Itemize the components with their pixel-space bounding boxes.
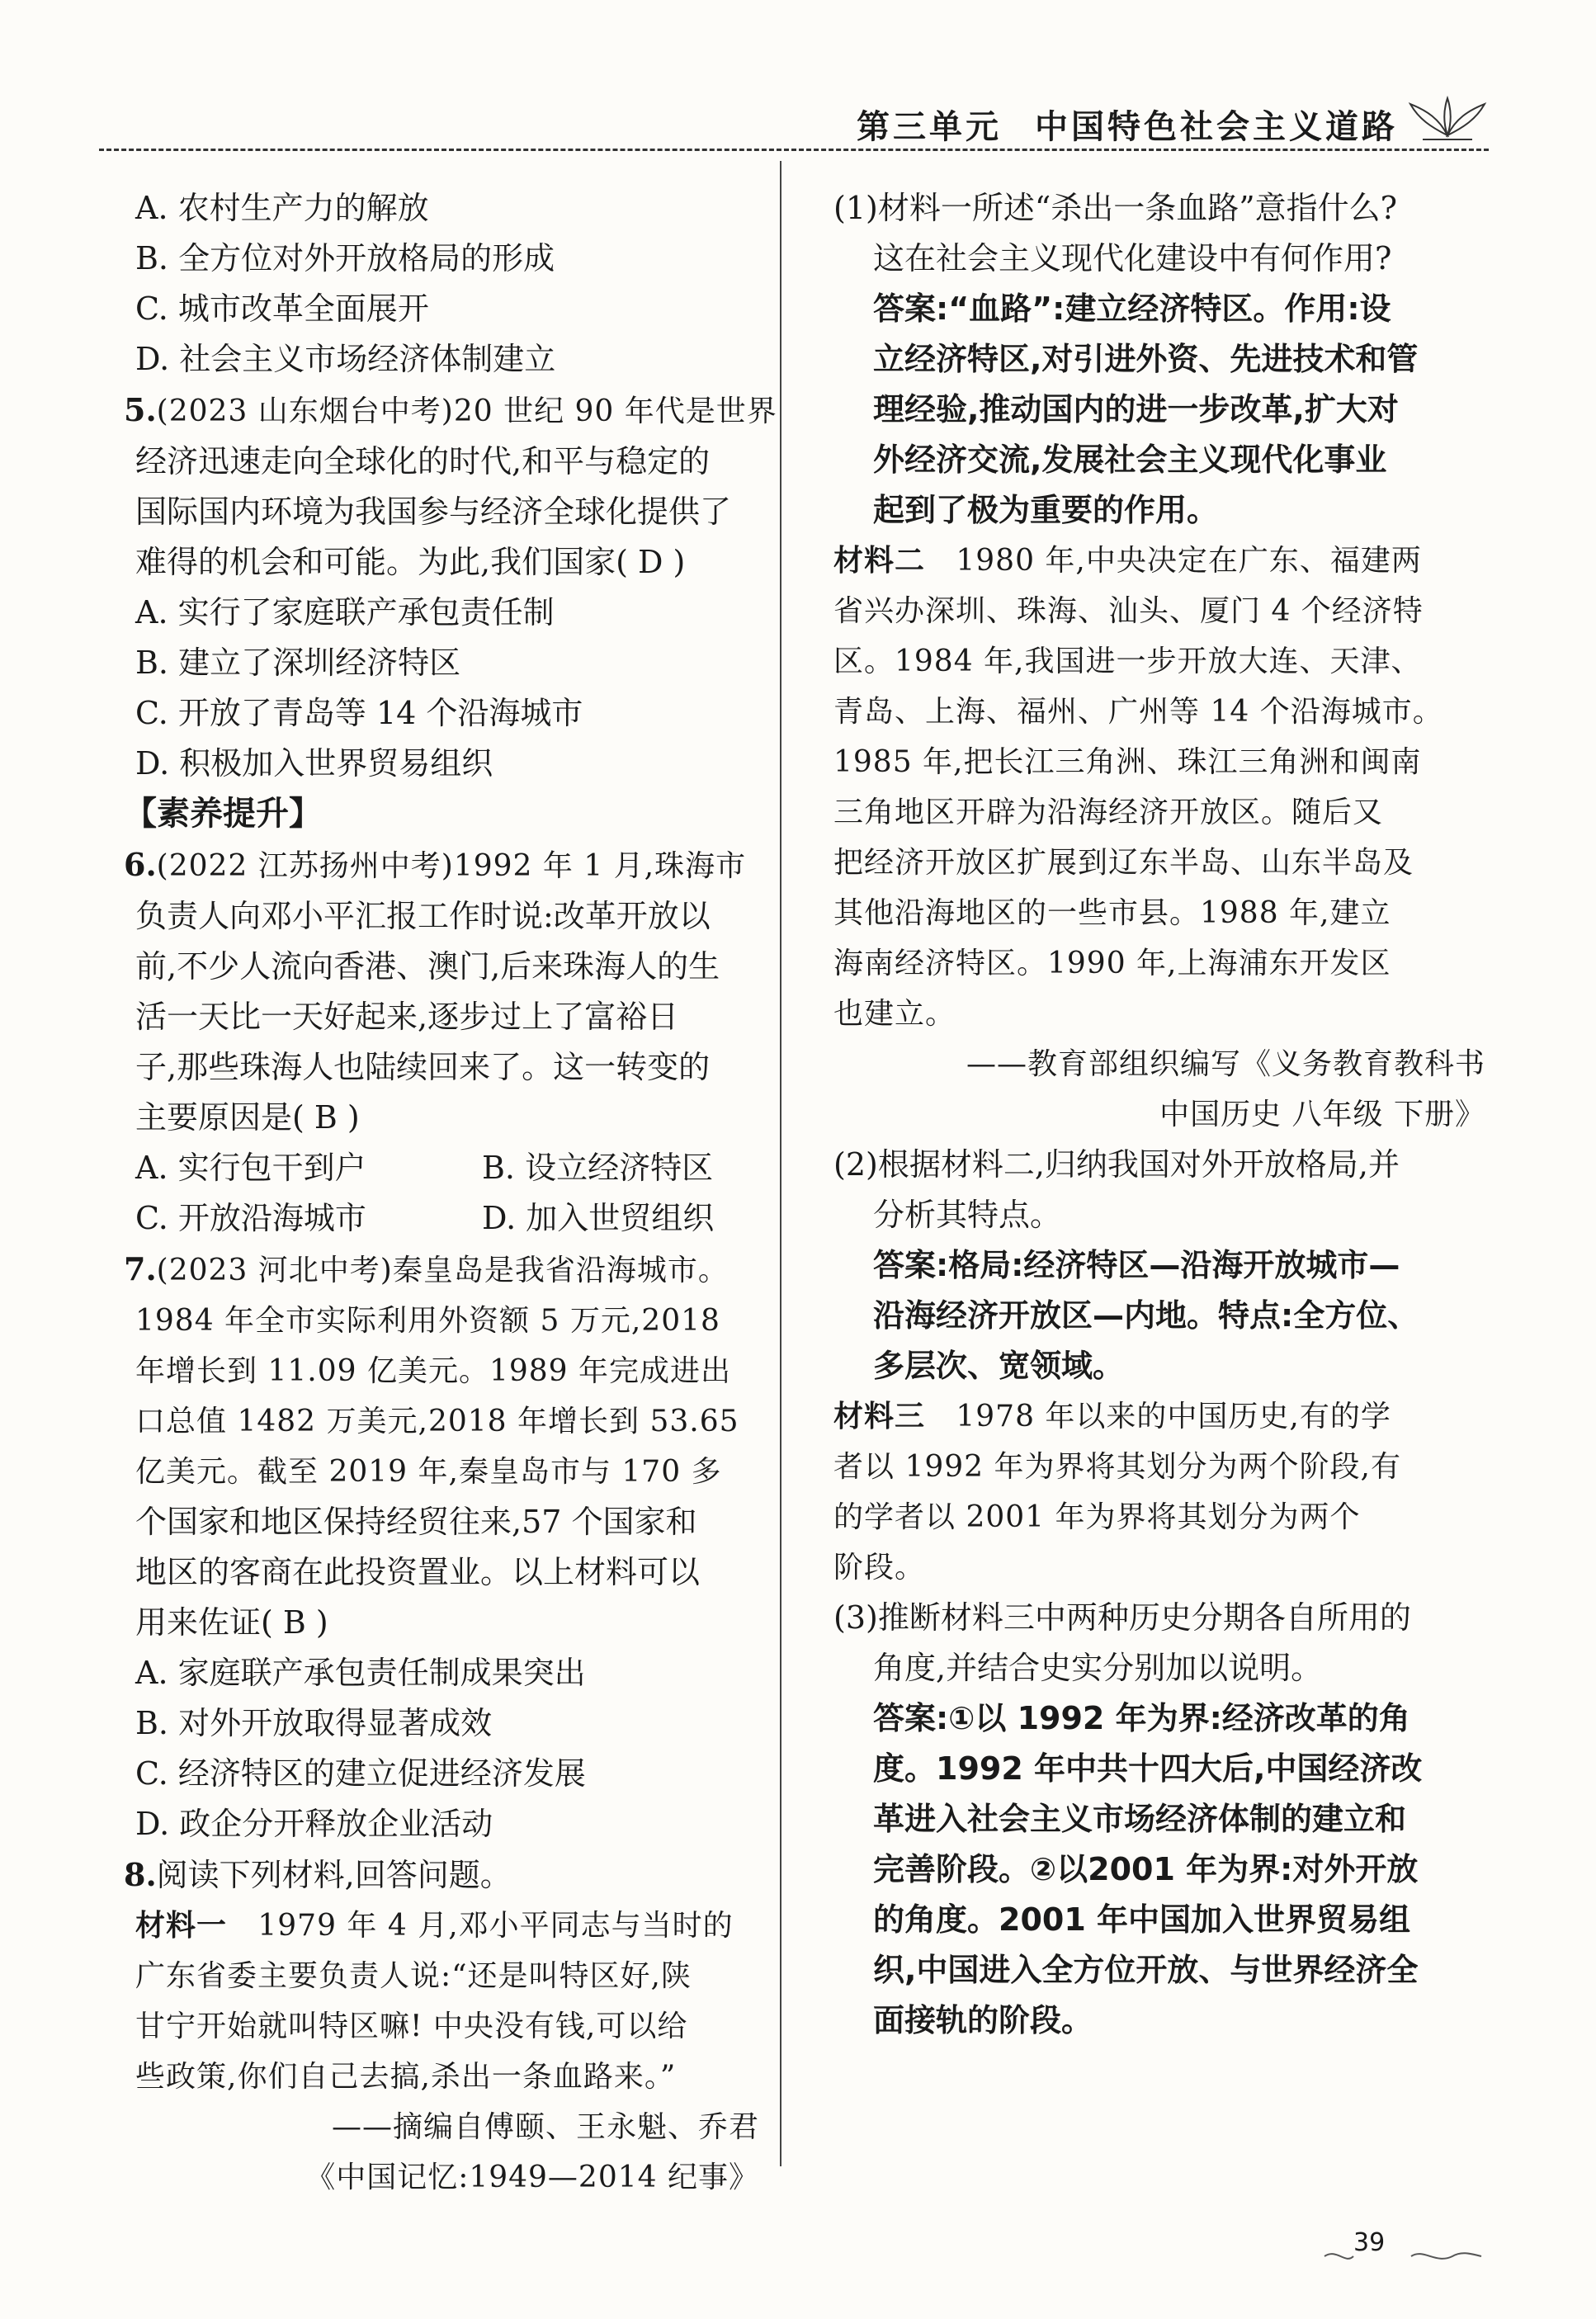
answer-2-line-1: 答案:格局:经济特区—沿海开放城市—: [873, 1247, 1400, 1283]
material-2-label: 材料二: [833, 543, 926, 578]
header-dashed-rule: [99, 149, 1489, 151]
q8-material-1-line-4: 些政策,你们自己去搞,杀出一条血路来。”: [135, 2060, 677, 2094]
material-1-label: 材料一: [135, 1908, 228, 1943]
sub2-line-2: 分析其特点。: [873, 1197, 1062, 1233]
answer-3-line-2: 度。1992 年中共十四大后,中国经济改: [873, 1750, 1423, 1787]
q5-option-c: C. 开放了青岛等 14 个沿海城市: [135, 695, 583, 731]
q4-option-c: C. 城市改革全面展开: [135, 290, 429, 327]
q7-line-4: 口总值 1482 万美元,2018 年增长到 53.65: [135, 1405, 739, 1438]
q8-material-1-line-3: 甘宁开始就叫特区嘛! 中央没有钱,可以给: [135, 2010, 688, 2043]
section-heading: 【素养提升】: [124, 795, 322, 833]
q5-line-4: 难得的机会和可能。为此,我们国家( D ): [135, 544, 686, 580]
material-3-line-2: 者以 1992 年为界将其划分为两个阶段,有: [833, 1450, 1401, 1484]
q6-line-2: 负责人向邓小平汇报工作时说:改革开放以: [135, 898, 711, 934]
q7-option-d: D. 政企分开释放企业活动: [135, 1806, 493, 1842]
sub3-line-2: 角度,并结合史实分别加以说明。: [873, 1650, 1323, 1686]
q7-line-2: 1984 年全市实际利用外资额 5 万元,2018: [135, 1304, 720, 1338]
q4-option-a: A. 农村生产力的解放: [135, 190, 429, 226]
material-3-label: 材料三: [833, 1399, 926, 1433]
material-2-source-2: 中国历史 八年级 下册》: [1159, 1098, 1485, 1131]
q7-line-5: 亿美元。截至 2019 年,秦皇岛市与 170 多: [135, 1455, 722, 1489]
q6-options-row-2: [124, 1193, 759, 1244]
q6-line-3: 前,不少人流向香港、澳门,后来珠海人的生: [135, 948, 720, 985]
q8-material-1-source-1: ——摘编自傅颐、王永魁、乔君: [331, 2110, 759, 2144]
material-2-line-2: 省兴办深圳、珠海、汕头、厦门 4 个经济特: [833, 594, 1424, 628]
q6-options-row-1: [124, 1143, 759, 1193]
answer-3-line-1: 答案:①以 1992 年为界:经济改革的角: [873, 1700, 1410, 1736]
q6-option-c: C. 开放沿海城市: [135, 1200, 366, 1236]
q5-line-1: 5.(2023 山东烟台中考)20 世纪 90 年代是世界: [124, 391, 777, 428]
answer-3-line-7: 面接轨的阶段。: [873, 2002, 1093, 2038]
q5-option-d: D. 积极加入世界贸易组织: [135, 745, 493, 782]
q7-line-3: 年增长到 11.09 亿美元。1989 年完成进出: [135, 1354, 732, 1388]
material-2-line-9: 海南经济特区。1990 年,上海浦东开发区: [833, 947, 1391, 980]
q8-number: 8.: [124, 1856, 157, 1893]
q7-number: 7.: [124, 1250, 157, 1287]
q7-line-7: 地区的客商在此投资置业。以上材料可以: [135, 1554, 701, 1590]
q5-number: 5.: [124, 391, 157, 428]
answer-1-line-1: 答案:“血路”:建立经济特区。作用:设: [873, 290, 1391, 327]
answer-1-line-4: 外经济交流,发展社会主义现代化事业: [873, 442, 1387, 478]
material-3-line-4: 阶段。: [833, 1551, 926, 1585]
material-2-line-3: 区。1984 年,我国进一步开放大连、天津、: [833, 645, 1422, 678]
header-title: [857, 101, 1398, 148]
q5-option-a: A. 实行了家庭联产承包责任制: [135, 594, 555, 631]
column-divider: [780, 161, 781, 2166]
left-column: [124, 183, 777, 2203]
q6-line-5: 子,那些珠海人也陆续回来了。这一转变的: [135, 1049, 711, 1085]
answer-1-line-3: 理经验,推动国内的进一步改革,扩大对: [873, 391, 1399, 427]
unit-title: 中国特色社会主义道路: [1035, 107, 1398, 146]
answer-1-line-5: 起到了极为重要的作用。: [873, 492, 1219, 528]
material-2-line-7: 把经济开放区扩展到辽东半岛、山东半岛及: [833, 846, 1414, 880]
leaf-ornament-icon: [1406, 94, 1489, 144]
material-3-line-3: 的学者以 2001 年为界将其划分为两个: [833, 1500, 1361, 1534]
q8-material-1-line-1: 材料一 1979 年 4 月,邓小平同志与当时的: [135, 1908, 734, 1943]
unit-label: 第三单元: [857, 107, 1002, 146]
q6-line-1: 6.(2022 江苏扬州中考)1992 年 1 月,珠海市: [124, 846, 747, 883]
q5-line-2: 经济迅速走向全球化的时代,和平与稳定的: [135, 443, 711, 479]
q7-line-6: 个国家和地区保持经贸往来,57 个国家和: [135, 1504, 697, 1540]
answer-3-line-5: 的角度。2001 年中国加入世界贸易组: [873, 1901, 1410, 1938]
answer-3-line-3: 革进入社会主义市场经济体制的建立和: [873, 1801, 1407, 1837]
q5-line-3: 国际国内环境为我国参与经济全球化提供了: [135, 494, 732, 530]
material-2-line-5: 1985 年,把长江三角洲、珠江三角洲和闽南: [833, 745, 1422, 779]
q7-option-b: B. 对外开放取得显著成效: [135, 1705, 493, 1741]
q7-option-a: A. 家庭联产承包责任制成果突出: [135, 1655, 586, 1691]
q6-number: 6.: [124, 846, 157, 883]
material-2-line-10: 也建立。: [833, 997, 956, 1031]
q8-material-1-source-2: 《中国记忆:1949—2014 纪事》: [305, 2161, 759, 2194]
right-column: [833, 183, 1485, 2046]
material-3-line-1: 材料三 1978 年以来的中国历史,有的学: [833, 1399, 1391, 1433]
material-2-line-4: 青岛、上海、福州、广州等 14 个沿海城市。: [833, 695, 1443, 729]
q6-line-4: 活一天比一天好起来,逐步过上了富裕日: [135, 999, 679, 1035]
page-header: [99, 89, 1489, 155]
page-number-ornament-icon: [1320, 2246, 1485, 2266]
q7-line-8: 用来佐证( B ): [135, 1604, 328, 1641]
material-2-line-1: 材料二 1980 年,中央决定在广东、福建两: [833, 543, 1422, 578]
q5-option-b: B. 建立了深圳经济特区: [135, 645, 461, 681]
q7-option-c: C. 经济特区的建立促进经济发展: [135, 1755, 586, 1792]
q8-material-1-line-2: 广东省委主要负责人说:“还是叫特区好,陕: [135, 1959, 692, 1993]
material-2-line-8: 其他沿海地区的一些市县。1988 年,建立: [833, 896, 1391, 930]
q4-option-b: B. 全方位对外开放格局的形成: [135, 240, 555, 276]
q6-option-b: B. 设立经济特区: [482, 1150, 714, 1186]
q7-line-1: 7.(2023 河北中考)秦皇岛是我省沿海城市。: [124, 1250, 729, 1287]
answer-3-line-6: 织,中国进入全方位开放、与世界经济全: [873, 1952, 1419, 1988]
material-2-source-1: ——教育部组织编写《义务教育教科书: [966, 1047, 1485, 1081]
sub3-line-1: (3)推断材料三中两种历史分期各自所用的: [833, 1599, 1411, 1636]
answer-3-line-4: 完善阶段。②以2001 年为界:对外开放: [873, 1851, 1419, 1887]
answer-1-line-2: 立经济特区,对引进外资、先进技术和管: [873, 341, 1419, 377]
sub1-line-1: (1)材料一所述“杀出一条血路”意指什么?: [833, 190, 1398, 226]
q4-option-d: D. 社会主义市场经济体制建立: [135, 341, 556, 377]
q6-option-d: D. 加入世贸组织: [482, 1200, 715, 1236]
q6-line-6: 主要原因是( B ): [135, 1099, 360, 1136]
answer-2-line-3: 多层次、宽领域。: [873, 1348, 1125, 1384]
q6-option-a: A. 实行包干到户: [135, 1150, 366, 1186]
answer-2-line-2: 沿海经济开放区—内地。特点:全方位、: [873, 1297, 1419, 1334]
q8-line-1: 8.阅读下列材料,回答问题。: [124, 1856, 512, 1893]
page-number: 39: [1353, 2228, 1386, 2257]
material-2-line-6: 三角地区开辟为沿海经济开放区。随后又: [833, 796, 1384, 829]
sub1-line-2: 这在社会主义现代化建设中有何作用?: [873, 240, 1392, 276]
sub2-line-1: (2)根据材料二,归纳我国对外开放格局,并: [833, 1146, 1400, 1183]
